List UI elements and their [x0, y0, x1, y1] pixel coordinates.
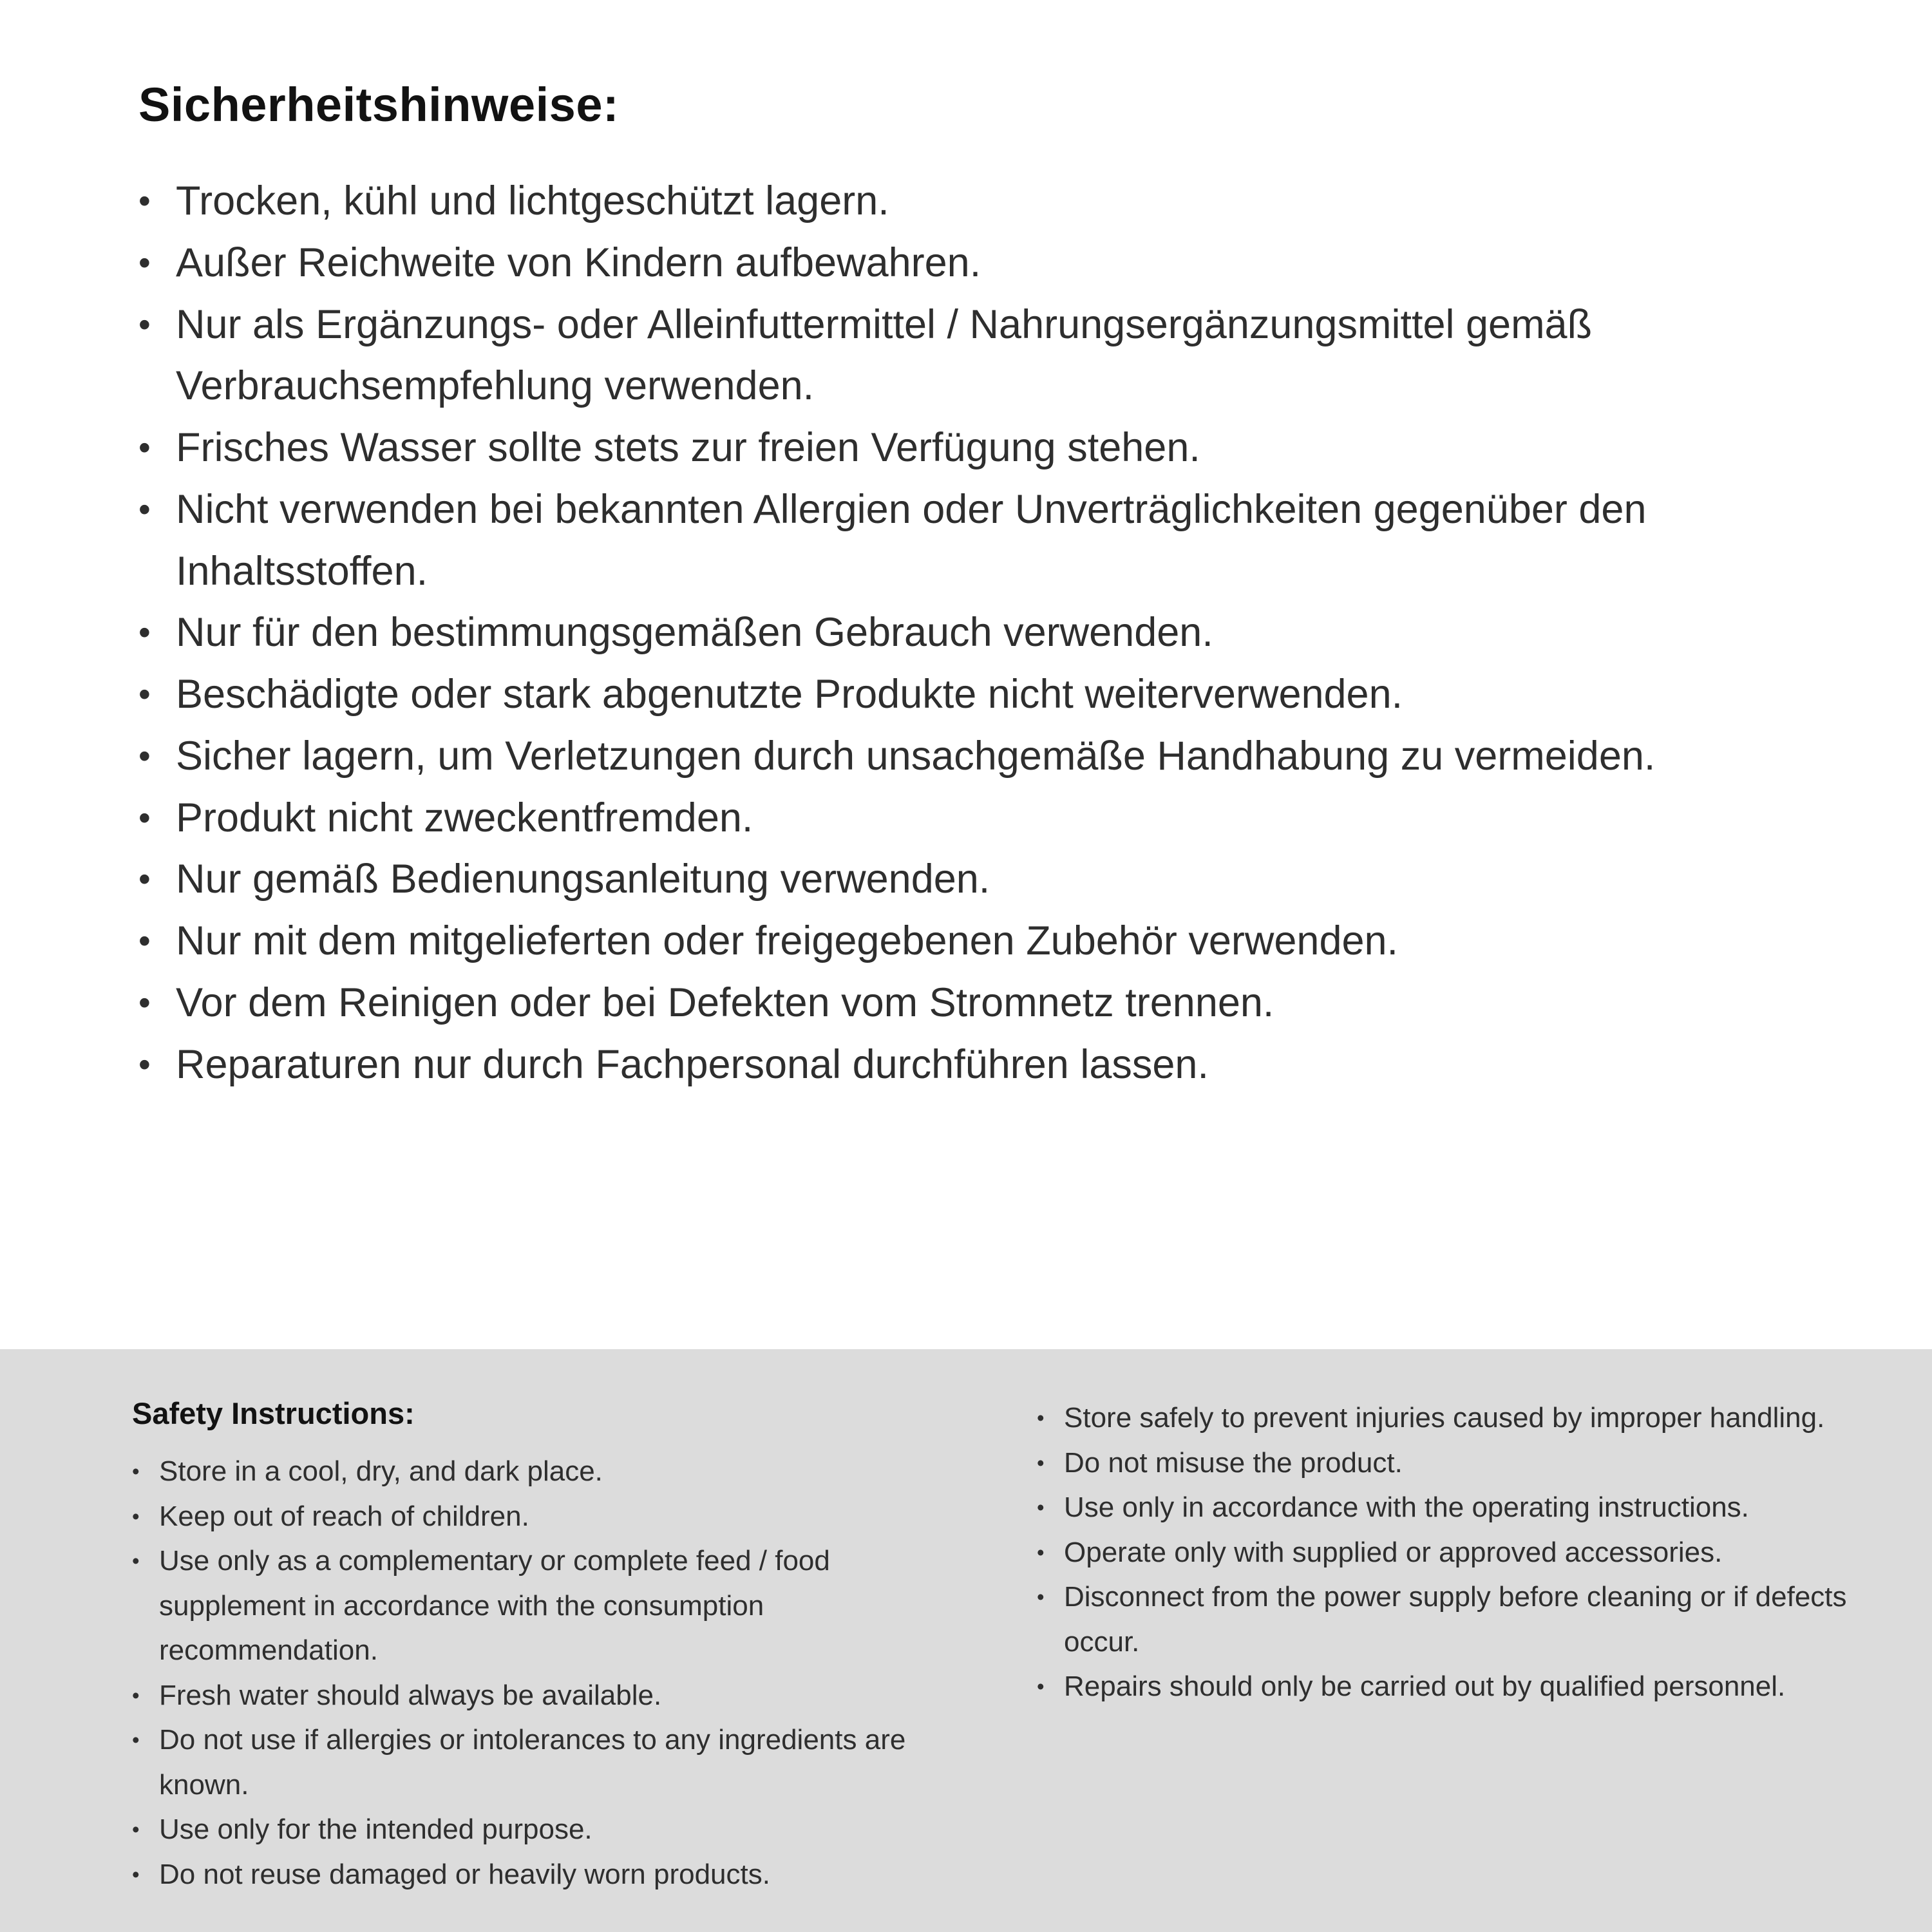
german-list-item: • Außer Reichweite von Kindern aufbewahren. — [138, 232, 1816, 294]
german-list-item: • Vor dem Reinigen oder bei Defekten vom Stromnetz trennen. — [138, 972, 1816, 1034]
german-list-item: • Nur mit dem mitgelieferten oder freigegebenen Zubehör verwenden. — [138, 911, 1816, 972]
german-list-item: • Frisches Wasser sollte stets zur freien Verfügung stehen. — [138, 417, 1816, 479]
german-section-title: Sicherheitshinweise: — [138, 78, 620, 131]
english-list-item: • Store in a cool, dry, and dark place. — [132, 1449, 969, 1494]
german-safety-list — [138, 171, 1816, 1095]
english-list-item: • Use only for the intended purpose. — [132, 1807, 969, 1852]
german-list-item: • Reparaturen nur durch Fachpersonal durchführen lassen. — [138, 1034, 1816, 1096]
english-list-item: • Do not misuse the product. — [1037, 1441, 1855, 1486]
english-section-title: Safety Instructions: — [132, 1396, 415, 1430]
english-right-column — [1037, 1396, 1855, 1709]
german-list-item: • Nur gemäß Bedienungsanleitung verwenden. — [138, 849, 1816, 911]
german-list-item: • Nur für den bestimmungsgemäßen Gebrauch verwenden. — [138, 602, 1816, 664]
german-list-item: • Produkt nicht zweckentfremden. — [138, 788, 1816, 849]
english-list-item: • Use only in accordance with the operating instructions. — [1037, 1485, 1855, 1530]
german-list-item: • Nur als Ergänzungs- oder Alleinfuttermittel / Nahrungsergänzungsmittel gemäß Verbrauchsempfehlung verwenden. — [138, 294, 1816, 418]
english-list-item: • Operate only with supplied or approved accessories. — [1037, 1530, 1855, 1575]
english-safety-list-right — [1037, 1396, 1855, 1709]
english-list-item: • Disconnect from the power supply before cleaning or if defects occur. — [1037, 1575, 1855, 1664]
english-list-item: • Store safely to prevent injuries caused by improper handling. — [1037, 1396, 1855, 1441]
english-left-column — [132, 1396, 969, 1897]
german-list-item: • Nicht verwenden bei bekannten Allergien oder Unverträglichkeiten gegenüber den Inhaltsstoffen. — [138, 479, 1816, 603]
german-list-item: • Sicher lagern, um Verletzungen durch unsachgemäße Handhabung zu vermeiden. — [138, 726, 1816, 788]
english-safety-list-left — [132, 1449, 969, 1897]
english-list-item: • Use only as a complementary or complete feed / food supplement in accordance with the consumption recommendation. — [132, 1539, 969, 1673]
english-list-item: • Do not use if allergies or intolerances to any ingredients are known. — [132, 1718, 969, 1807]
english-list-item: • Do not reuse damaged or heavily worn products. — [132, 1852, 969, 1897]
english-list-item: • Repairs should only be carried out by qualified personnel. — [1037, 1664, 1855, 1709]
english-list-item: • Fresh water should always be available. — [132, 1673, 969, 1718]
german-list-item: • Trocken, kühl und lichtgeschützt lagern. — [138, 171, 1816, 232]
english-translation-section — [0, 1349, 1932, 1932]
german-list-item: • Beschädigte oder stark abgenutzte Produkte nicht weiterverwenden. — [138, 664, 1816, 726]
english-list-item: • Keep out of reach of children. — [132, 1494, 969, 1539]
